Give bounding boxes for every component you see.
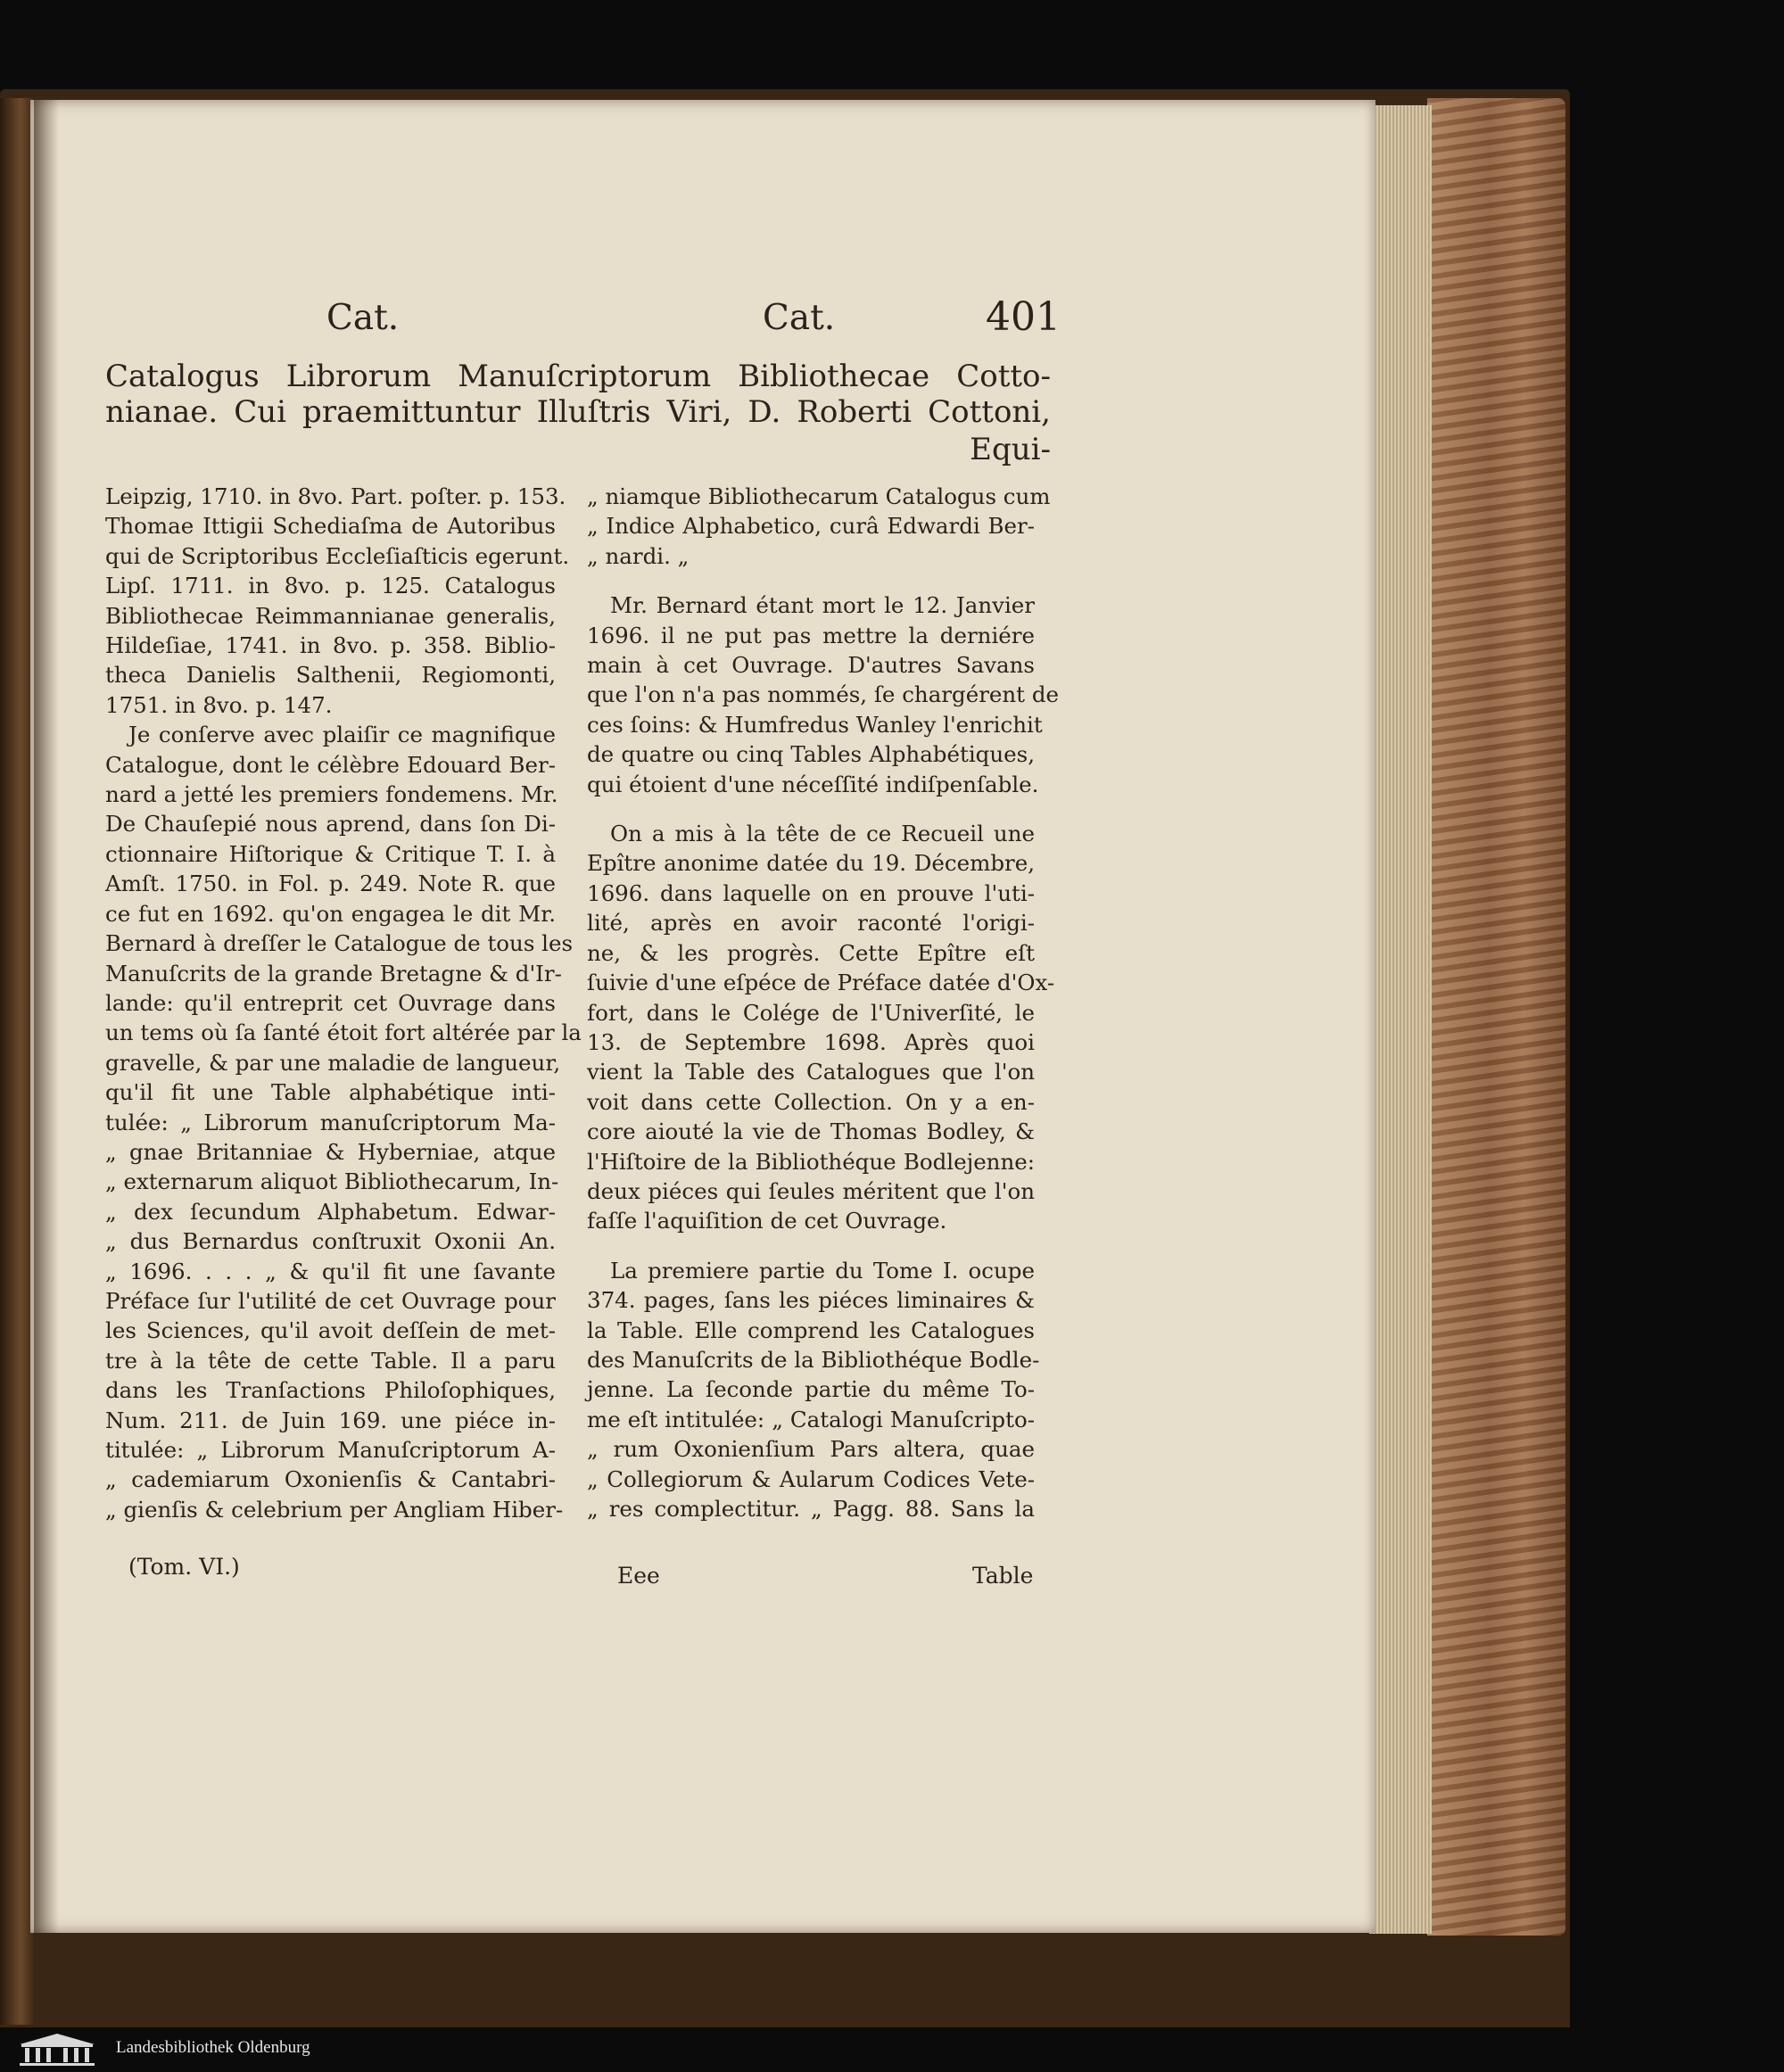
page-number: 401	[986, 294, 1061, 340]
paragraph	[587, 590, 1059, 799]
text-line: faſſe l'aquiſition de cet Ouvrage.	[587, 1208, 947, 1234]
text-line: „ externarum aliquot Bibliothecarum, In-	[105, 1168, 559, 1195]
text-line: 1696. il ne put pas mettre la derniére	[587, 622, 1035, 648]
text-line: „ gienſis & celebrium per Angliam Hiber-	[105, 1496, 564, 1523]
text-line: que l'on n'a pas nommés, ſe chargérent de	[587, 681, 1059, 708]
catchword: Table	[972, 1563, 1034, 1589]
text-line: „ dus Bernardus conſtruxit Oxonii An.	[105, 1228, 556, 1255]
text-line: un tems où ſa ſanté étoit fort altérée par la	[105, 1019, 582, 1046]
paragraph	[587, 819, 1055, 1236]
paragraph	[587, 1256, 1040, 1524]
text-line: Bibliothecae Reimmannianae generalis,	[105, 602, 556, 629]
text-line: De Chauſepié nous aprend, dans ſon Di-	[105, 811, 556, 838]
text-line: Thomae Ittigii Schediaſma de Autoribus	[105, 513, 556, 540]
text-line: Mr. Bernard étant mort le 12. Janvier	[610, 592, 1035, 619]
text-line: Amſt. 1750. in Fol. p. 249. Note R. que	[105, 871, 556, 897]
text-line: 1751. in 8vo. p. 147.	[105, 691, 333, 718]
text-line: Epître anonime datée du 19. Décembre,	[587, 850, 1035, 877]
running-head-right: Cat.	[763, 298, 836, 338]
text-line: Catalogue, dont le célèbre Edouard Ber-	[105, 751, 556, 778]
text-line: Num. 211. de Juin 169. une piéce in-	[105, 1407, 556, 1433]
text-line: „ rum Oxonienſium Pars altera, quae	[587, 1436, 1035, 1463]
text-line: nard a jetté les premiers fondemens. Mr.	[105, 781, 558, 808]
text-line: Leipzig, 1710. in 8vo. Part. poſter. p. 153.	[105, 483, 566, 509]
paragraph	[587, 482, 1051, 571]
text-line: „ 1696. . . . „ & qu'il fit une ſavante	[105, 1258, 556, 1284]
title-line-3: Equi-	[970, 432, 1051, 467]
library-building-icon	[12, 2032, 102, 2068]
text-line: tre à la tête de cette Table. Il a paru	[105, 1347, 556, 1374]
library-name: Landesbibliothek Oldenburg	[116, 2038, 310, 2057]
text-line: jenne. La ſeconde partie du même To-	[587, 1376, 1035, 1403]
text-line: lité, après en avoir raconté l'origi-	[587, 910, 1035, 937]
text-line: qui étoient d'une néceſſité indiſpenſable.	[587, 771, 1039, 797]
text-line: theca Danielis Salthenii, Regiomonti,	[105, 662, 556, 689]
text-line: Hildeſiae, 1741. in 8vo. p. 358. Biblio-	[105, 632, 556, 659]
text-line: les Sciences, qu'il avoit deſſein de met-	[105, 1317, 556, 1344]
title-line-2: nianae. Cui praemittuntur Illuſtris Viri, D. Roberti Cottoni,	[105, 394, 1051, 430]
text-line: fort, dans le Colége de l'Univerſité, le	[587, 999, 1035, 1026]
text-line: Manuſcrits de la grande Bretagne & d'Ir-	[105, 960, 562, 986]
text-line: ces ſoins: & Humfredus Wanley l'enrichit	[587, 711, 1043, 738]
text-line: On a mis à la tête de ce Recueil une	[610, 821, 1035, 847]
text-line: qui de Scriptoribus Eccleſiaſticis egerunt.	[105, 542, 570, 569]
text-line: qu'il fit une Table alphabétique inti-	[105, 1079, 556, 1106]
text-line: gravelle, & par une maladie de langueur,	[105, 1049, 561, 1076]
text-line: „ res complectitur. „ Pagg. 88. Sans la	[587, 1496, 1035, 1522]
text-line: de quatre ou cinq Tables Alphabétiques,	[587, 741, 1035, 768]
text-line: „ gnae Britanniae & Hyberniae, atque	[105, 1138, 556, 1165]
text-line: des Manuſcrits de la Bibliothéque Bodle-	[587, 1346, 1040, 1373]
text-line: tulée: „ Librorum manuſcriptorum Ma-	[105, 1109, 556, 1135]
text-line: la Table. Elle comprend les Catalogues	[587, 1317, 1035, 1343]
text-line: titulée: „ Librorum Manuſcriptorum A-	[105, 1437, 556, 1463]
left-column	[105, 482, 582, 1524]
text-line: ce fut en 1692. qu'on engagea le dit Mr.	[105, 900, 556, 927]
text-line: lande: qu'il entreprit cet Ouvrage dans	[105, 989, 556, 1016]
text-line: voit dans cette Collection. On y a en-	[587, 1088, 1035, 1115]
page-fore-edge	[1369, 105, 1432, 1934]
text-line: La premiere partie du Tome I. ocupe	[610, 1257, 1035, 1284]
page-gutter-shadow	[34, 100, 59, 1933]
left-cover-edge	[0, 98, 34, 2025]
text-line: Je conſerve avec plaiſir ce magnifique	[128, 722, 556, 748]
text-line: Bernard à dreſſer le Catalogue de tous les	[105, 930, 574, 957]
text-line: l'Hiſtoire de la Bibliothéque Bodlejenne:	[587, 1148, 1035, 1175]
text-line: „ nardi. „	[587, 542, 690, 569]
text-line: me eſt intitulée: „ Catalogi Manuſcripto-	[587, 1406, 1035, 1432]
text-line: „ niamque Bibliothecarum Catalogus cum	[587, 483, 1051, 509]
text-line: „ dex ſecundum Alphabetum. Edwar-	[105, 1198, 556, 1225]
text-line: ſuivie d'une eſpéce de Préface datée d'Ox-	[587, 970, 1055, 996]
text-line: „ cademiarum Oxonienſis & Cantabri-	[105, 1466, 556, 1493]
text-line: 374. pages, ſans les piéces liminaires &	[587, 1287, 1035, 1314]
text-line: 1696. dans laquelle on en prouve l'uti-	[587, 879, 1035, 906]
title-line-1: Catalogus Librorum Manuſcriptorum Bibliothecae Cotto-	[105, 359, 1051, 394]
text-line: core aiouté la vie de Thomas Bodley, &	[587, 1119, 1035, 1145]
text-line: 13. de Septembre 1698. Après quoi	[587, 1028, 1035, 1055]
text-line: ne, & les progrès. Cette Epître eſt	[587, 939, 1035, 966]
paragraph	[105, 720, 582, 1524]
running-head-left: Cat.	[326, 298, 400, 338]
text-line: ctionnaire Hiſtorique & Critique T. I. à	[105, 840, 556, 867]
text-line: main à cet Ouvrage. D'autres Savans	[587, 652, 1035, 679]
text-line: Préface ſur l'utilité de cet Ouvrage pour	[105, 1287, 556, 1314]
text-line: „ Collegiorum & Aularum Codices Vete-	[587, 1465, 1035, 1492]
signature-left: (Tom. VI.)	[128, 1554, 240, 1580]
text-line: deux piéces qui ſeules méritent que l'on	[587, 1177, 1035, 1204]
text-line: dans les Tranſactions Philoſophiques,	[105, 1377, 556, 1404]
text-line: Lipſ. 1711. in 8vo. p. 125. Catalogus	[105, 573, 556, 599]
text-line: „ Indice Alphabetico, curâ Edwardi Ber-	[587, 513, 1035, 540]
paragraph	[105, 482, 570, 720]
signature-right: Eee	[617, 1563, 660, 1589]
text-line: vient la Table des Catalogues que l'on	[587, 1059, 1035, 1086]
marbled-cover	[1427, 98, 1565, 1936]
right-column	[587, 482, 1059, 1523]
